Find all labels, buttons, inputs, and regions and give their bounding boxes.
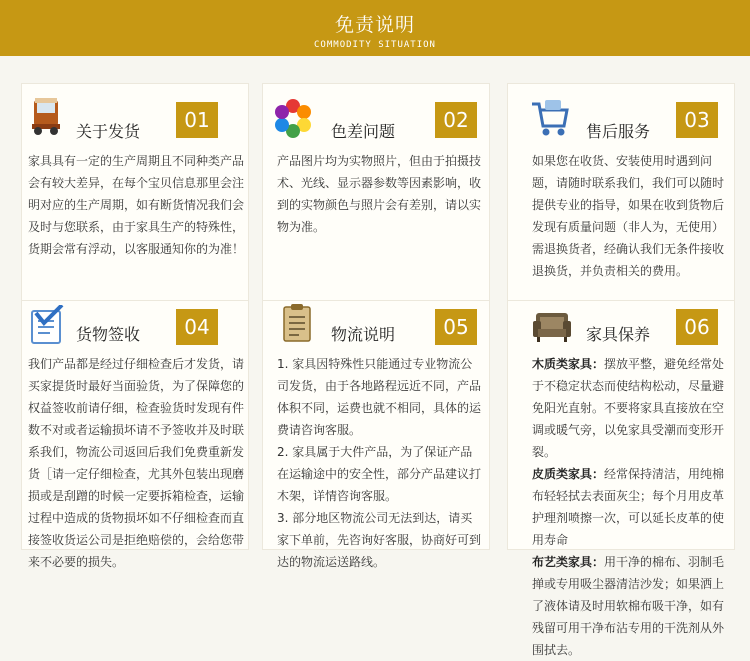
color-wheel-icon	[273, 98, 313, 138]
card-title: 色差问题	[331, 122, 396, 141]
card-color-difference	[262, 83, 490, 333]
card-shipping	[21, 83, 249, 333]
care-item-leather	[532, 463, 732, 551]
care-item-label: 木质类家具：	[532, 357, 605, 371]
card-number-badge: 02	[435, 102, 477, 138]
card-body	[277, 353, 481, 573]
card-logistics	[262, 300, 490, 569]
card-body	[532, 353, 732, 661]
card-number-badge: 04	[176, 309, 218, 345]
logistics-paragraph: 2. 家具属于大件产品，为了保证产品在运输途中的安全性，部分产品建议打木架，详情咨询客服。	[277, 445, 482, 503]
card-title: 家具保养	[586, 325, 651, 344]
logistics-paragraph: 3. 部分地区物流公司无法到达，请买家下单前，先咨询好客服，协商好可到达的物流运送路线。	[277, 511, 482, 569]
card-body: 我们产品都是经过仔细检查后才发货，请买家提货时最好当面验货，为了保障您的权益签收前请仔细，检查验货时发现有件数不对或者运输损坏请不予签收并及时联系我们，物流公司返回后我们免费重新发货［请一定仔细检查，尤其外包装出现磨损或是刮蹭的时候一定要拆箱检查，运输过程中造成的货物损坏如不仔细检查而直接签收货运公司是拒绝赔偿的，会给您带来不必要的损失。	[28, 357, 245, 569]
page-subtitle: COMMODITY SITUATION	[314, 40, 436, 50]
sofa-icon	[532, 305, 572, 345]
card-number-badge: 05	[435, 309, 477, 345]
clipboard-icon	[277, 303, 317, 343]
card-title: 物流说明	[331, 325, 396, 344]
logistics-paragraph: 1. 家具因特殊性只能通过专业物流公司发货，由于各地路程远近不同，产品体积不同，运费也就不相同，具体的运费请咨询客服。	[277, 357, 482, 437]
card-number-badge: 06	[676, 309, 718, 345]
care-item-wood	[532, 353, 732, 463]
card-after-sales	[507, 83, 735, 333]
card-receipt	[21, 300, 249, 569]
checklist-icon	[26, 305, 66, 345]
page-title: 免责说明	[334, 14, 415, 36]
card-title: 货物签收	[76, 325, 141, 344]
card-body: 家具具有一定的生产周期且不同种类产品会有较大差异，在每个宝贝信息那里会注明对应的生产周期，如有断货情况我们会及时与您联系，由于家具生产的特殊性，货期会常有浮动，以客服通知你的为准！	[28, 154, 245, 256]
card-title: 售后服务	[586, 122, 651, 141]
care-item-label: 皮质类家具：	[532, 467, 605, 481]
card-number-badge: 03	[676, 102, 718, 138]
shopping-cart-icon	[530, 98, 570, 138]
card-body: 如果您在收货、安装使用时遇到问题，请随时联系我们，我们可以随时提供专业的指导，如果在收到货物后发现有质量问题（非人为，无使用）需退换货者，经确认我们无条件接收退换货，并负责相关的费用。	[532, 154, 725, 278]
care-item-fabric	[532, 551, 732, 661]
card-body: 产品图片均为实物照片，但由于拍摄技术、光线、显示器参数等因素影响，收到的实物颜色与照片会有差别，请以实物为准。	[277, 154, 482, 234]
care-item-label: 布艺类家具：	[532, 555, 605, 569]
care-item-text: 用干净的棉布、羽制毛掸或专用吸尘器清洁沙发；如果洒上了液体请及时用软棉布吸干净，如有残留可用干净布沾专用的干洗剂从外围拭去。	[532, 555, 725, 657]
care-item-text: 摆放平整，避免经常处于不稳定状态而使结构松动，尽量避免阳光直射。不要将家具直接放在空调或暖气旁，以免家具受潮而变形开裂。	[532, 357, 725, 459]
header-banner	[0, 0, 750, 56]
truck-icon	[26, 98, 66, 138]
card-furniture-care	[507, 300, 735, 657]
card-number-badge: 01	[176, 102, 218, 138]
care-item-text: 经常保持清洁，用纯棉布轻轻拭去表面灰尘；每个月用皮革护理剂喷擦一次，可以延长皮革的使用寿命	[532, 467, 725, 547]
card-title: 关于发货	[76, 122, 141, 141]
